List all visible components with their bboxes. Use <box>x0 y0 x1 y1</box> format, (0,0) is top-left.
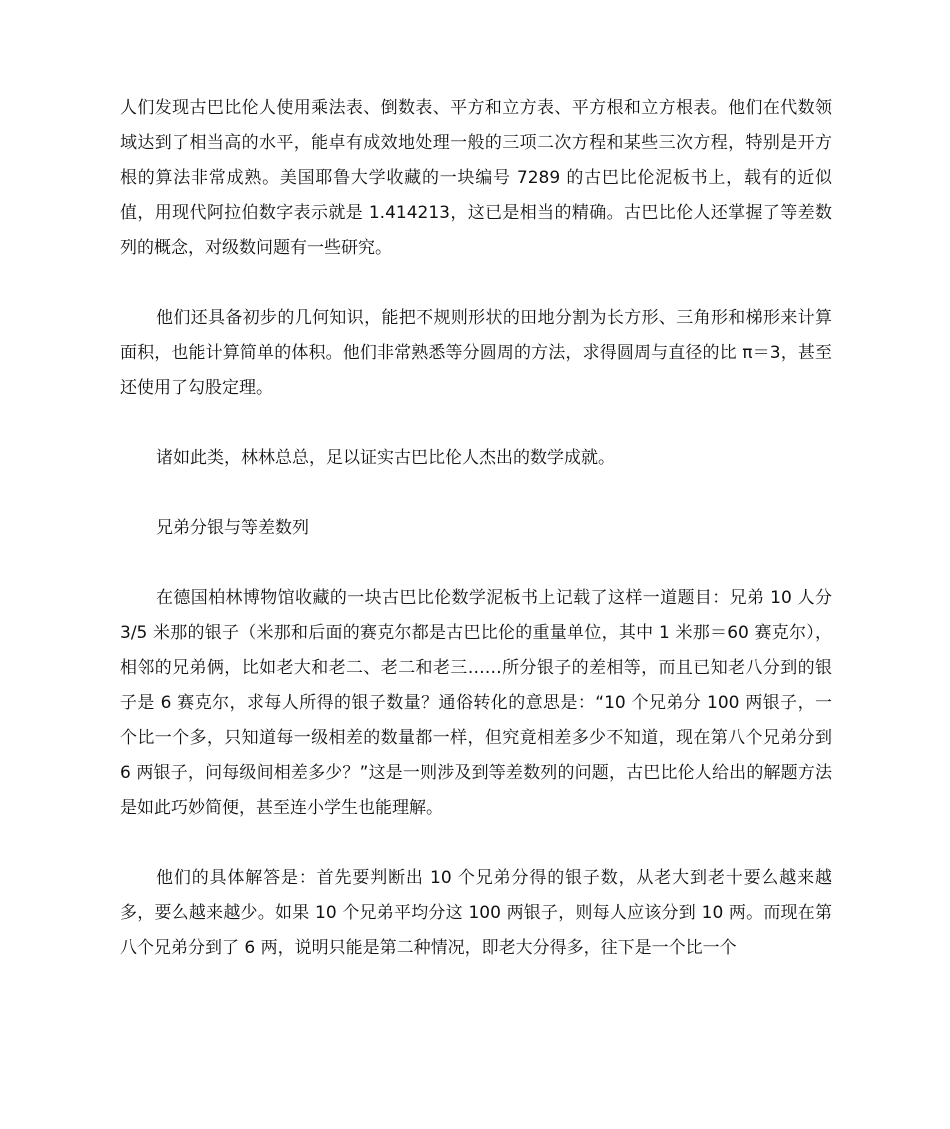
paragraph-summary: 诸如此类，林林总总，足以证实古巴比伦人杰出的数学成就。 <box>156 448 615 468</box>
paragraph-babylonian-tables: 人们发现古巴比伦人使用乘法表、倒数表、平方和立方表、平方根和立方根表。他们在代数领域达到了相当高的水平，能卓有成效地处理一般的三项二次方程和某些三次方程，特别是开方根的算法非常成熟。美国耶鲁大学收藏的一块编号 7289 的古巴比伦泥板书上，载有的近似值，用现代阿拉伯数字表示就是 1.414213，这已是相当的精确。古巴比伦人还掌握了等差数列的概念，对级数问题有一些研究。 <box>120 98 832 258</box>
paragraph-solution: 他们的具体解答是：首先要判断出 10 个兄弟分得的银子数，从老大到老十要么越来越多，要么越来越少。如果 10 个兄弟平均分这 100 两银子，则每人应该分到 10 两。而现在第八个兄弟分到了 6 两，说明只能是第二种情况，即老大分得多，往下是一个比一个 <box>120 868 832 958</box>
paragraph-gap <box>120 826 832 861</box>
document-body <box>120 91 832 966</box>
paragraph-gap <box>120 406 832 441</box>
paragraph-gap <box>120 266 832 301</box>
paragraph-gap <box>120 476 832 511</box>
paragraph-geometry: 他们还具备初步的几何知识，能把不规则形状的田地分割为长方形、三角形和梯形来计算面积，也能计算简单的体积。他们非常熟悉等分圆周的方法，求得圆周与直径的比 π＝3，甚至还使用了勾股定理。 <box>120 308 832 398</box>
paragraph-gap <box>120 546 832 581</box>
section-heading: 兄弟分银与等差数列 <box>156 518 309 538</box>
paragraph-silver-problem: 在德国柏林博物馆收藏的一块古巴比伦数学泥板书上记载了这样一道题目：兄弟 10 人分 3/5 米那的银子（米那和后面的赛克尔都是古巴比伦的重量单位，其中 1 米那＝60 赛克尔），相邻的兄弟俩，比如老大和老二、老二和老三……所分银子的差相等，而且已知老八分到的银子是 6 赛克尔，求每人所得的银子数量？通俗转化的意思是：“10 个兄弟分 100 两银子，一个比一个多，只知道每一级相差的数量都一样，但究竟相差多少不知道，现在第八个兄弟分到 6 两银子，问每级间相差多少？”这是一则涉及到等差数列的问题，古巴比伦人给出的解题方法是如此巧妙简便，甚至连小学生也能理解。 <box>120 588 832 818</box>
